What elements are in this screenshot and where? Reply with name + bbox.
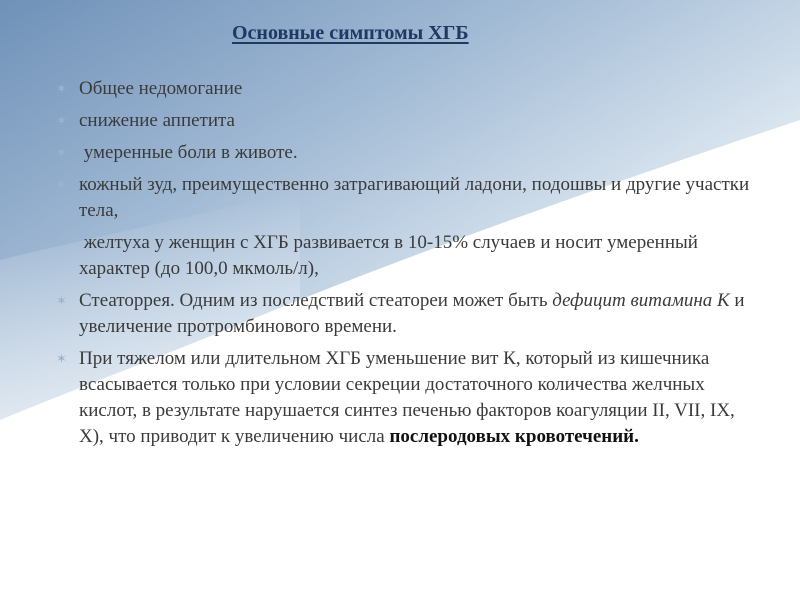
star-icon: ✶: [56, 113, 67, 128]
slide-title: Основные симптомы ХГБ: [232, 22, 469, 44]
list-item-vitamin-k: [56, 346, 756, 450]
steatorrhea-text-end: и увеличение протромбинового времени.: [79, 290, 745, 337]
symptom-list: [56, 76, 756, 450]
bullet-text: кожный зуд, преимущественно затрагивающий ладони, подошвы и другие участки тела,: [79, 174, 750, 221]
steatorrhea-text: Стеаторрея. Одним из последствий стеатореи может быть: [79, 290, 553, 311]
vitamin-k-deficiency-emphasis: дефицит витамина К: [552, 290, 730, 311]
star-icon: ✶: [56, 235, 67, 250]
bullet-text: снижение аппетита: [79, 110, 235, 131]
list-item: [56, 230, 756, 282]
list-item: [56, 76, 756, 102]
list-item: [56, 140, 756, 166]
list-item: [56, 172, 756, 224]
list-item: [56, 108, 756, 134]
vitamin-k-text: При тяжелом или длительном ХГБ уменьшение вит К, который из кишечника всасывается только при условии секреции достаточного количества желчных кислот, в результате нарушается синтез печенью факторов коагуляции II, VII, IX, X), что приводит к увеличению числа: [79, 348, 735, 447]
postpartum-bleeding-emphasis: послеродовых кровотечений.: [389, 426, 639, 447]
bullet-text: [79, 348, 735, 447]
list-item-steatorrhea: [56, 288, 756, 340]
star-icon: ✶: [56, 145, 67, 160]
star-icon: ✶: [56, 293, 67, 308]
star-icon: ✶: [56, 177, 67, 192]
bullet-text: Общее недомогание: [79, 78, 243, 99]
star-icon: ✶: [56, 351, 67, 366]
star-icon: ✶: [56, 81, 67, 96]
bullet-text: желтуха у женщин с ХГБ развивается в 10-15% случаев и носит умеренный характер (до 100,0 мкмоль/л),: [79, 232, 703, 279]
bullet-text: [79, 290, 745, 337]
bullet-text: умеренные боли в животе.: [79, 142, 298, 163]
